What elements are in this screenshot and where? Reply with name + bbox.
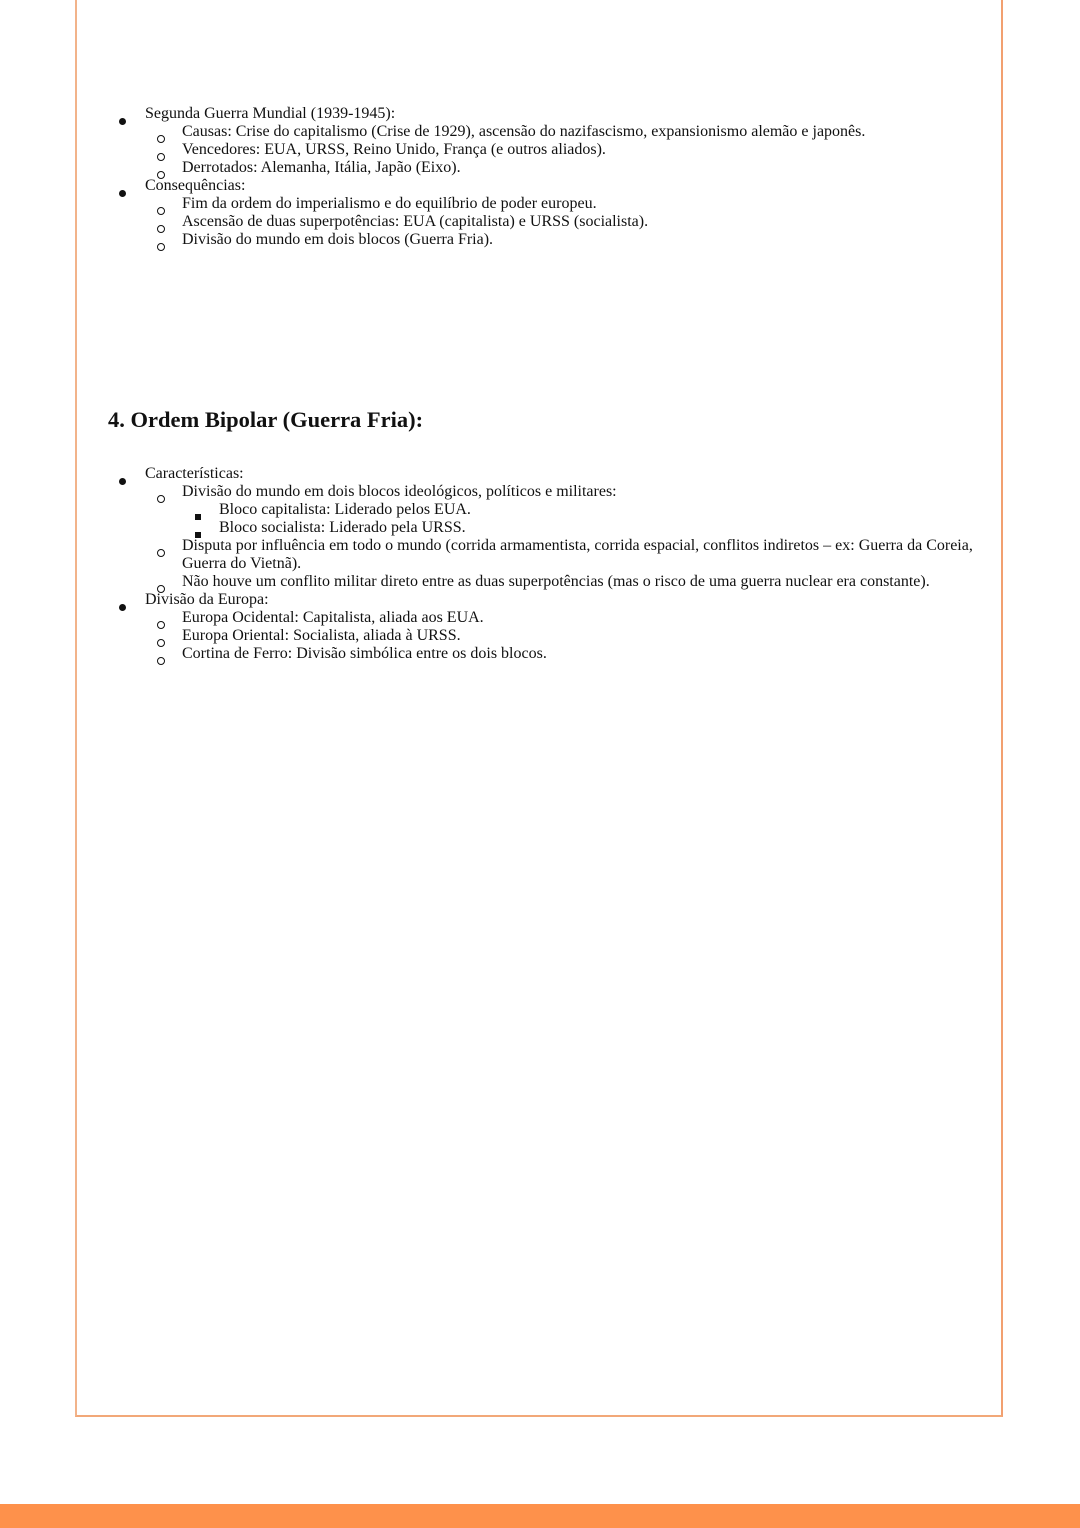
list-item-label: Características: <box>145 465 244 482</box>
list-item <box>0 501 979 519</box>
list-item-label: Causas: Crise do capitalismo (Crise de 1929), ascensão do nazifascismo, expansionismo alemão e japonês. <box>182 123 866 140</box>
list-item-label: Divisão do mundo em dois blocos ideológicos, políticos e militares: <box>182 483 617 500</box>
list-item <box>0 141 982 159</box>
list-item-label: Divisão do mundo em dois blocos (Guerra Fria). <box>182 231 494 248</box>
list-item <box>0 483 982 501</box>
list-item-label: Segunda Guerra Mundial (1939-1945): <box>145 105 396 122</box>
list-item-label: Consequências: <box>145 177 246 194</box>
bullet-circle-icon <box>157 231 165 261</box>
bullet-circle-icon <box>157 645 165 675</box>
list-item-label: Europa Ocidental: Capitalista, aliada aos EUA. <box>182 609 484 626</box>
list-item-label: Cortina de Ferro: Divisão simbólica entre os dois blocos. <box>182 645 547 662</box>
list-item <box>0 123 982 141</box>
list-item-label: Não houve um conflito militar direto entre as duas superpotências (mas o risco de uma guerra nuclear era constante). <box>182 573 930 590</box>
footer-accent-bar <box>0 1504 1080 1528</box>
section-3-list <box>0 105 985 249</box>
list-item-label: Derrotados: Alemanha, Itália, Japão (Eixo). <box>182 159 461 176</box>
list-item-label: Europa Oriental: Socialista, aliada à URSS. <box>182 627 461 644</box>
list-item <box>0 645 982 663</box>
list-item <box>0 627 982 645</box>
list-item-label: Disputa por influência em todo o mundo (corrida armamentista, corrida espacial, conflitos indiretos – ex: Guerra da Coreia, Guerra do Vietnã). <box>182 537 973 572</box>
list-item-label: Divisão da Europa: <box>145 591 269 608</box>
list-item-label: Vencedores: EUA, URSS, Reino Unido, França (e outros aliados). <box>182 141 606 158</box>
list-item-label: Ascensão de duas superpotências: EUA (capitalista) e URSS (socialista). <box>182 213 649 230</box>
list-item <box>0 213 982 231</box>
list-item <box>0 609 982 627</box>
section-heading: 4. Ordem Bipolar (Guerra Fria): <box>108 407 424 432</box>
list-item <box>0 591 985 609</box>
list-item <box>0 159 982 177</box>
list-item-label: Bloco capitalista: Liderado pelos EUA. <box>219 501 471 518</box>
section-4-list <box>0 465 985 663</box>
list-item <box>0 519 979 537</box>
list-item-label: Fim da ordem do imperialismo e do equilíbrio de poder europeu. <box>182 195 597 212</box>
list-item <box>0 573 982 591</box>
list-item <box>0 537 982 573</box>
list-item <box>0 231 982 249</box>
list-item <box>0 105 985 123</box>
list-item <box>0 177 985 195</box>
list-item-label: Bloco socialista: Liderado pela URSS. <box>219 519 466 536</box>
list-item <box>0 465 985 483</box>
list-item <box>0 195 982 213</box>
bullet-circle-icon <box>157 537 165 567</box>
